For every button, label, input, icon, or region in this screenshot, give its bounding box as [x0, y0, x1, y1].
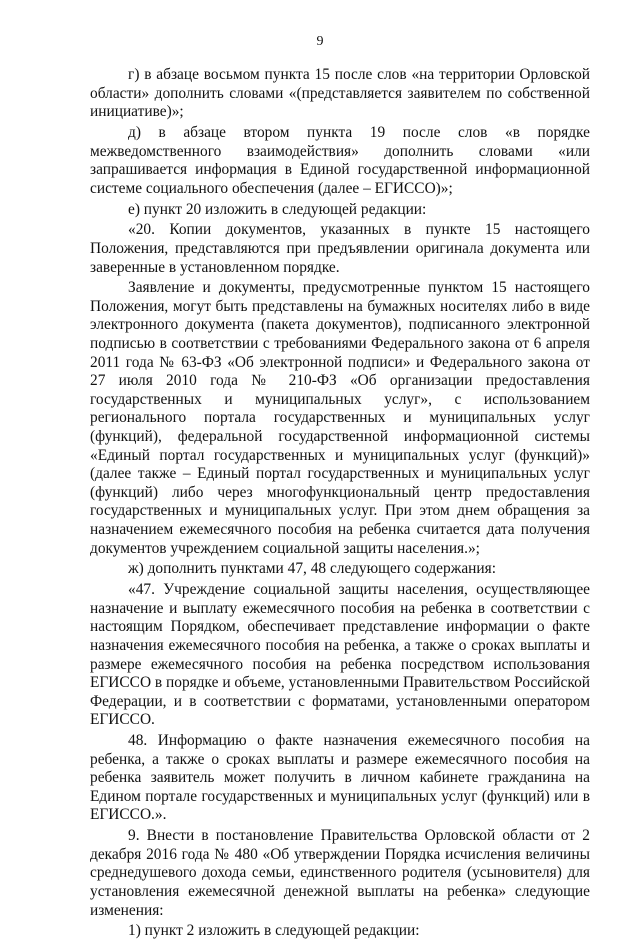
paragraph-item-20: «20. Копии документов, указанных в пункте 15 настоящего Положения, представляются при предъявлении оригинала документа или заверенные в установленном порядке. [90, 221, 590, 276]
paragraph-amendment-zh: ж) дополнить пунктами 47, 48 следующего содержания: [128, 560, 496, 578]
paragraph-amendment-d: д) в абзаце втором пункта 19 после слов «в порядке межведомственного взаимодействия» дополнить словами «или запрашивается информация в Единой государственной информационной системе социального обеспечения (далее – ЕГИССО)»; [90, 123, 590, 197]
paragraph-item-47: «47. Учреждение социальной защиты населения, осуществляющее назначение и выплату ежемесячного пособия на ребенка в соответствии с настоящим Порядком, обеспечивает представление информации о факте назначения ежемесячного пособия на ребенка, а также о сроках выплаты и размере ежемесячного пособия на ребенка посредством использования ЕГИССО в порядке и объеме, установленными Правительством Российской Федерации, и в соответствии с форматами, установленными оператором ЕГИССО. [90, 581, 590, 729]
paragraph-application-documents: Заявление и документы, предусмотренные пунктом 15 настоящего Положения, могут быть представлены на бумажных носителях либо в виде электронного документа (пакета документов), подписанного электронной подписью в соответствии с требованиями Федерального закона от 6 апреля 2011 года № 63-ФЗ «Об электронной подписи» и Федерального закона от 27 июля 2010 года № 210-ФЗ «Об организации предоставления государственных и муниципальных услуг», с использованием регионального портала государственных и муниципальных услуг (функций), федеральной государственной информационной системы «Единый портал государственных и муниципальных услуг (функций)» (далее также – Единый портал государственных и муниципальных услуг (функций) либо через многофункциональный центр предоставления государственных и муниципальных услуг. При этом днем обращения за назначением ежемесячного пособия на ребенка считается дата получения документов учреждением социальной защиты населения.»; [90, 279, 590, 557]
paragraph-subitem-1: 1) пункт 2 изложить в следующей редакции: [128, 922, 420, 940]
paragraph-section-9: 9. Внести в постановление Правительства Орловской области от 2 декабря 2016 года № 480 «Об утверждении Порядка исчисления величины среднедушевого дохода семьи, единственного родителя (усыновителя) для установления ежемесячной денежной выплаты на ребенка» следующие изменения: [90, 827, 590, 919]
paragraph-amendment-g: г) в абзаце восьмом пункта 15 после слов «на территории Орловской области» дополнить словами «(представляется заявителем по собственной инициативе)»; [90, 66, 590, 121]
page-number: 9 [316, 34, 324, 49]
paragraph-amendment-e: е) пункт 20 изложить в следующей редакции: [128, 200, 427, 218]
paragraph-item-48: 48. Информацию о факте назначения ежемесячного пособия на ребенка, а также о сроках выплаты и размере ежемесячного пособия на ребенка заявитель может получить в личном кабинете гражданина на Едином портале государственных и муниципальных услуг (функций) или в ЕГИССО.». [90, 732, 590, 824]
document-body [90, 66, 590, 941]
